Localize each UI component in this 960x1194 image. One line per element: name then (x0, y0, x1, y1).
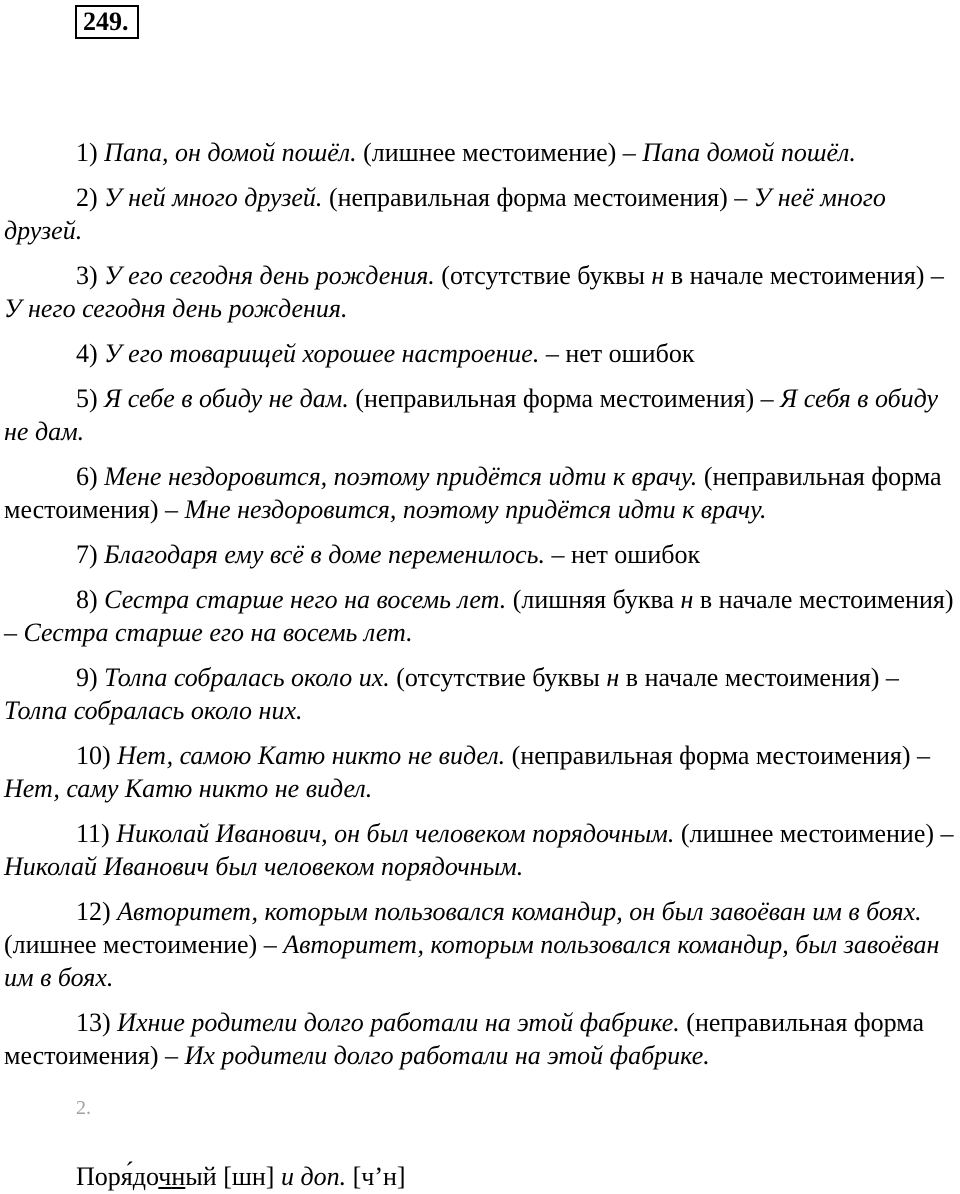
answer-word-underlined-ch: ч (158, 1162, 172, 1191)
list-item (4, 661, 959, 727)
list-item (4, 382, 959, 448)
answer-sound: [шн] (223, 1162, 275, 1191)
item-reason: в начале местоимения) – (670, 261, 944, 290)
item-fix: Сестра старше его на восемь лет. (23, 618, 413, 647)
answer-word-start: Поря́до (76, 1162, 159, 1191)
item-fix: Я себя в обиду не дам. (4, 384, 939, 446)
item-reason: в начале местоимения) – (625, 663, 899, 692)
item-fix: Толпа собралась около них. (4, 696, 303, 725)
answer-alt-sound: [ч’н] (352, 1162, 406, 1191)
item-fix: У неё много друзей. (4, 183, 886, 245)
list-item (4, 817, 959, 883)
item-number: 8) (76, 585, 98, 614)
item-error: Нет, самою Катю никто не видел. (117, 741, 506, 770)
list-item (4, 337, 959, 370)
item-reason: – нет ошибок (545, 339, 695, 368)
item-error: У его товарищей хорошее настроение. (104, 339, 540, 368)
item-fix: Их родители долго работали на этой фабрике. (184, 1041, 710, 1070)
item-error: Сестра старше него на восемь лет. (104, 585, 507, 614)
item-number: 12) (76, 897, 111, 926)
list-item (4, 259, 959, 325)
item-error: Благодаря ему всё в доме переменилось. (104, 540, 545, 569)
list-item (4, 181, 959, 247)
item-reason: (неправильная форма местоимения) – (4, 1008, 925, 1070)
item-reason: – нет ошибок (551, 540, 701, 569)
items-list (4, 136, 959, 1084)
item-error: У его сегодня день рождения. (104, 261, 435, 290)
item-error: Ихние родители долго работали на этой фабрике. (117, 1008, 680, 1037)
list-item (4, 460, 959, 526)
task-number: 249. (75, 5, 139, 39)
item-reason: в начале местоимения) – (4, 585, 954, 647)
item-number: 11) (76, 819, 110, 848)
item-fix: Папа домой пошёл. (642, 138, 856, 167)
item-reason: (неправильная форма местоимения) – (511, 741, 930, 770)
item-reason: (отсутствие буквы (396, 663, 600, 692)
item-number: 4) (76, 339, 98, 368)
list-item (4, 895, 959, 994)
item-reason: (лишнее местоимение) – (363, 138, 636, 167)
item-error: У ней много друзей. (104, 183, 323, 212)
item-number: 13) (76, 1008, 111, 1037)
item-reason: (неправильная форма местоимения) – (355, 384, 774, 413)
part-two-label: 2. (76, 1097, 91, 1119)
item-letter: н (680, 585, 694, 614)
item-number: 3) (76, 261, 98, 290)
item-error: Николай Иванович, он был человеком порядочным. (116, 819, 675, 848)
item-error: Я себе в обиду не дам. (104, 384, 349, 413)
item-fix: Авторитет, которым пользовался командир, был завоёван им в боях. (4, 930, 940, 992)
item-error: Авторитет, которым пользовался командир, он был завоёван им в боях. (117, 897, 922, 926)
list-item (4, 583, 959, 649)
item-error: Толпа собралась около их. (104, 663, 390, 692)
item-letter: н (651, 261, 665, 290)
item-number: 7) (76, 540, 98, 569)
list-item (4, 739, 959, 805)
item-reason: (неправильная форма местоимения) – (4, 462, 942, 524)
answer-word-end: ый (185, 1162, 217, 1191)
item-reason: (лишнее местоимение) – (4, 930, 277, 959)
item-number: 10) (76, 741, 111, 770)
item-number: 9) (76, 663, 98, 692)
phonetic-answer (76, 1160, 406, 1193)
item-number: 5) (76, 384, 98, 413)
item-letter: н (606, 663, 620, 692)
item-reason: (лишняя буква (512, 585, 674, 614)
item-fix: Мне нездоровится, поэтому придётся идти к врачу. (184, 495, 767, 524)
item-fix: Николай Иванович был человеком порядочным. (4, 852, 524, 881)
list-item (4, 136, 959, 169)
item-error: Папа, он домой пошёл. (104, 138, 357, 167)
list-item (4, 538, 959, 571)
item-fix: У него сегодня день рождения. (4, 294, 348, 323)
item-error: Мене нездоровится, поэтому придётся идти к врачу. (104, 462, 698, 491)
item-reason: (отсутствие буквы (441, 261, 645, 290)
item-number: 1) (76, 138, 98, 167)
item-reason: (неправильная форма местоимения) – (328, 183, 748, 212)
item-reason: (лишнее местоимение) – (680, 819, 954, 848)
item-number: 2) (76, 183, 98, 212)
answer-word-underlined-n: н (171, 1162, 186, 1191)
item-fix: Нет, саму Катю никто не видел. (4, 774, 373, 803)
list-item (4, 1006, 959, 1072)
answer-conjunction: и доп. (280, 1162, 347, 1191)
item-number: 6) (76, 462, 98, 491)
